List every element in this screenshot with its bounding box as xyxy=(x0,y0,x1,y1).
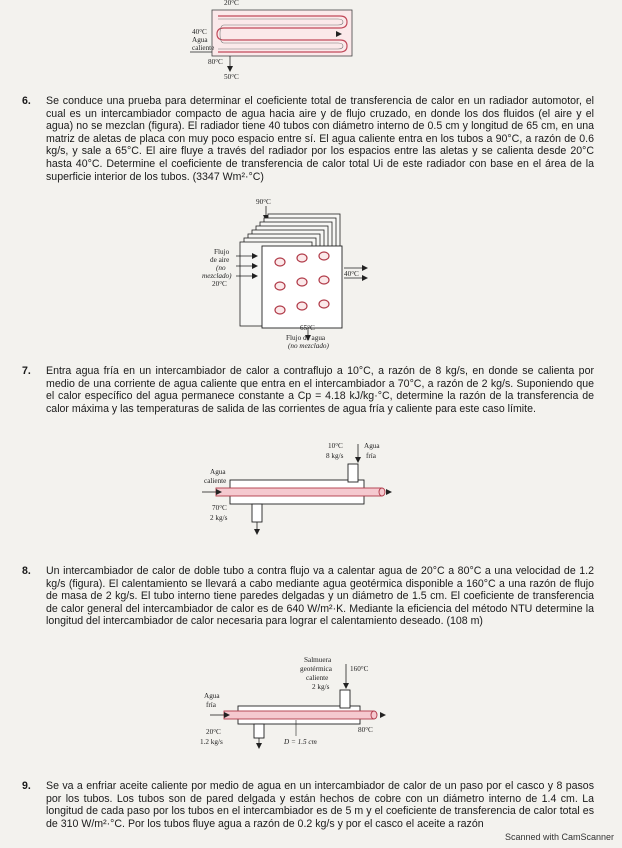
fig7-hot-label-2: caliente xyxy=(204,477,227,485)
fig-top-temp-bottom: 50°C xyxy=(224,73,239,81)
figure-top-heat-exchanger xyxy=(190,0,370,82)
problem-9 xyxy=(22,780,594,832)
figure-8-double-pipe xyxy=(196,652,396,754)
fig8-geo-label-3: caliente xyxy=(306,674,329,682)
fig8-geo-label-2: geotérmica xyxy=(300,665,332,673)
fig8-geo-temp: 160°C xyxy=(350,665,369,673)
scanner-watermark: Scanned with CamScanner xyxy=(504,832,614,842)
fig7-cold-temp: 10°C xyxy=(328,442,343,450)
problem-6-text: Se conduce una prueba para determinar el coeficiente total de transferencia de calor en un radiador automotor, el cual es un intercambiador compacto de agua hacia aire y de flujo cruzado, en donde los dos fluidos (el aire y el agua) no se mezclan (figura). El radiador tiene 40 tubos con diámetro interno de 0.5 cm y longitud de 65 cm, en una matriz de aletas de placa con muy poco espacio entre sí. El agua caliente entra en los tubos a 90°C, a razón de 0.6 kg/s, y sale a 65°C. El aire fluye a través del radiador por los espacios entre las aletas y se calienta desde 20°C hasta 40°C. Determine el coeficiente de transferencia de calor total Ui de este radiador con base en el área de la superficie interior de los tubos. (3347 Wm²·°C) xyxy=(46,95,594,183)
problem-8-number: 8. xyxy=(22,565,31,577)
fig6-air-label-4: mezclado) xyxy=(202,272,232,280)
fig8-cold-rate-in: 1.2 kg/s xyxy=(200,738,223,746)
fig7-cold-label-1: Agua xyxy=(364,442,380,450)
fig6-temp-bottom: 65°C xyxy=(300,324,315,332)
problem-7-number: 7. xyxy=(22,365,31,377)
fig6-temp-right: 40°C xyxy=(344,270,359,278)
problem-8 xyxy=(22,565,594,628)
problem-6-number: 6. xyxy=(22,95,31,107)
fig-top-label-40: 40°C xyxy=(192,28,207,36)
problem-8-text: Un intercambiador de calor de doble tubo a contra flujo va a calentar agua de 20°C a 80°C a una velocidad de 1.2 kg/s (figura). El calentamiento se llevará a cabo mediante agua geotérmica disponible a 160°C a una razón de flujo de masa de 2 kg/s. El tubo interno tiene paredes delgadas y un diámetro de 1.5 cm. El coeficiente de transferencia de calor general del intercambiador de calor es de 640 W/m²·K. Mediante la eficiencia del método NTU determine la longitud del intercambiador de calor necesaria para lograr el calentamiento deseado. (108 m) xyxy=(46,565,594,628)
fig6-air-label-1: Flujo xyxy=(214,248,230,256)
problem-9-number: 9. xyxy=(22,780,31,792)
fig8-cold-temp-out: 80°C xyxy=(358,726,373,734)
figure-6-radiator xyxy=(196,196,386,354)
problem-6 xyxy=(22,95,594,183)
problem-7 xyxy=(22,365,594,415)
fig6-temp-top: 90°C xyxy=(256,198,271,206)
fig8-cold-label-1: Agua xyxy=(204,692,220,700)
figure-7-counterflow xyxy=(196,436,396,548)
fig7-cold-rate: 8 kg/s xyxy=(326,452,344,460)
fig7-cold-label-2: fría xyxy=(366,452,376,460)
problem-7-text: Entra agua fría en un intercambiador de calor a contraflujo a 10°C, a razón de 8 kg/s, en donde se calienta por medio de una corriente de agua caliente que entra en el intercambiador a 70°C, a razón de 2 kg/s. Suponiendo que el calor específico del agua permanece constante a Cp = 4.18 kJ/kg·°C, determine la razón de la transferencia de calor máxima y las temperaturas de salida de las corrientes de agua fría y caliente para este caso límite. xyxy=(46,365,594,415)
fig7-hot-temp: 70°C xyxy=(212,504,227,512)
fig-top-temp-top: 20°C xyxy=(224,0,239,7)
fig6-air-temp: 20°C xyxy=(212,280,227,288)
fig8-geo-rate: 2 kg/s xyxy=(312,683,330,691)
fig-top-label-caliente: caliente xyxy=(192,44,215,52)
fig8-cold-temp-in: 20°C xyxy=(206,728,221,736)
fig6-water-label-2: (no mezclado) xyxy=(288,342,329,350)
fig8-diameter: D = 1.5 cm xyxy=(284,738,317,746)
fig6-water-label-1: Flujo de agua xyxy=(286,334,326,342)
fig8-geo-label-1: Salmuera xyxy=(304,656,332,664)
fig6-air-label-2: de aire xyxy=(210,256,230,264)
fig-top-label-agua: Agua xyxy=(192,36,208,44)
fig7-hot-label-1: Agua xyxy=(210,468,226,476)
fig8-cold-label-2: fría xyxy=(206,701,216,709)
fig6-air-label-3: (no xyxy=(216,264,226,272)
fig-top-temp-left: 80°C xyxy=(208,58,223,66)
fig7-hot-rate: 2 kg/s xyxy=(210,514,228,522)
problem-9-text: Se va a enfriar aceite caliente por medio de agua en un intercambiador de calor de un paso por el casco y 8 pasos por los tubos. Los tubos son de pared delgada y están hechos de cobre con un diámetro interno de 1.4 cm. La longitud de cada paso por los tubos en el intercambiador es de 5 m y el coeficiente de transferencia de calor total es de 310 W/m²·°C. Por los tubos fluye agua a razón de 0.2 kg/s y por el casco el aceite a razón xyxy=(46,780,594,830)
